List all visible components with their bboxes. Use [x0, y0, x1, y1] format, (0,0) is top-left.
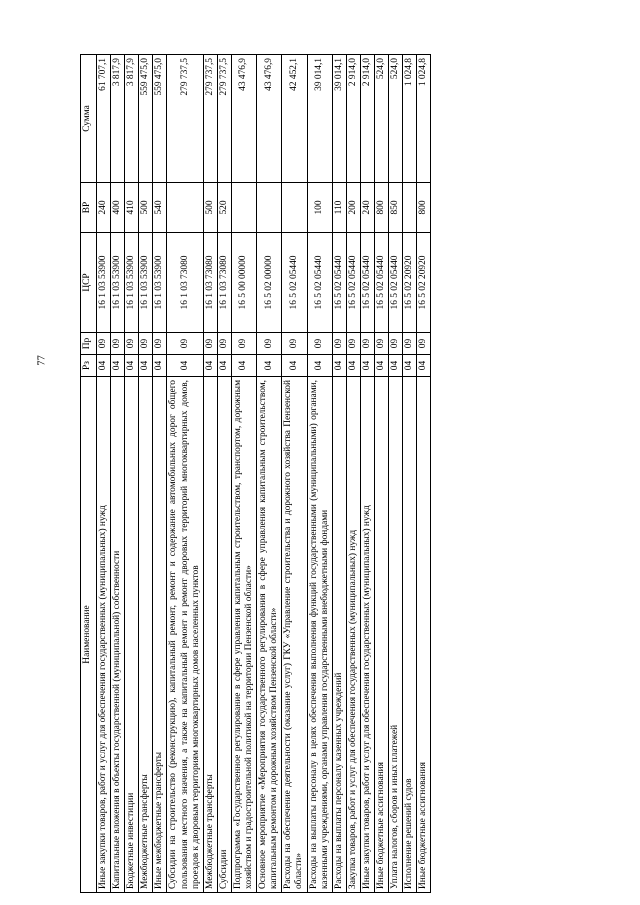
- cell-sum: 39 014,1: [332, 55, 346, 183]
- cell-rz: 04: [346, 355, 360, 377]
- cell-sum: 3 817,9: [111, 55, 125, 183]
- cell-csr: 16 5 02 20920: [417, 233, 431, 333]
- cell-sum: 2 914,0: [346, 55, 360, 183]
- cell-vr: [257, 183, 282, 233]
- cell-csr: 16 5 02 05440: [346, 233, 360, 333]
- cell-vr: 800: [374, 183, 388, 233]
- cell-pr: 09: [332, 333, 346, 355]
- cell-name: Расходы на обеспечение деятельности (оказание услуг) ГКУ «Управление строительства и дорожного хозяйства Пензенской области»: [282, 377, 307, 893]
- cell-vr: 850: [389, 183, 403, 233]
- cell-name: Иные бюджетные ассигнования: [374, 377, 388, 893]
- cell-csr: 16 1 03 73080: [217, 233, 231, 333]
- table-row: [282, 55, 307, 893]
- cell-rz: 04: [139, 355, 153, 377]
- rotated-table-frame: [80, 55, 580, 893]
- cell-csr: 16 1 03 73080: [203, 233, 217, 333]
- cell-pr: 09: [111, 333, 125, 355]
- cell-sum: 279 737,5: [217, 55, 231, 183]
- cell-vr: 410: [125, 183, 139, 233]
- budget-table-container: [80, 55, 580, 893]
- cell-name: Капитальные вложения в объекты государственной (муниципальной) собственности: [111, 377, 125, 893]
- cell-csr: 16 1 03 53900: [125, 233, 139, 333]
- cell-pr: 09: [139, 333, 153, 355]
- cell-sum: 279 737,5: [167, 55, 203, 183]
- cell-rz: 04: [403, 355, 417, 377]
- cell-pr: 09: [403, 333, 417, 355]
- cell-sum: 1 024,8: [403, 55, 417, 183]
- cell-csr: 16 1 03 53900: [153, 233, 167, 333]
- cell-pr: 09: [153, 333, 167, 355]
- table-row: [332, 55, 346, 893]
- cell-rz: 04: [374, 355, 388, 377]
- cell-pr: 09: [125, 333, 139, 355]
- cell-csr: 16 5 00 00000: [231, 233, 256, 333]
- table-row: [139, 55, 153, 893]
- cell-name: Уплата налогов, сборов и иных платежей: [389, 377, 403, 893]
- cell-vr: 500: [203, 183, 217, 233]
- cell-rz: 04: [307, 355, 332, 377]
- cell-vr: 800: [417, 183, 431, 233]
- table-row: [389, 55, 403, 893]
- header-csr: ЦСР: [81, 233, 97, 333]
- cell-vr: 200: [346, 183, 360, 233]
- header-name: Наименование: [81, 377, 97, 893]
- cell-sum: 39 014,1: [307, 55, 332, 183]
- cell-vr: 240: [360, 183, 374, 233]
- cell-name: Закупка товаров, работ и услуг для обеспечения государственных (муниципальных) нужд: [346, 377, 360, 893]
- table-row: [153, 55, 167, 893]
- cell-pr: 09: [203, 333, 217, 355]
- cell-sum: 42 452,1: [282, 55, 307, 183]
- cell-rz: 04: [153, 355, 167, 377]
- table-row: [417, 55, 431, 893]
- cell-sum: 2 914,0: [360, 55, 374, 183]
- cell-sum: 524,0: [389, 55, 403, 183]
- cell-name: Основное мероприятие «Мероприятия государственного регулирования в сфере управления капитальным строительством, капитальным ремонтом и дорожным хозяйством Пензенской области»: [257, 377, 282, 893]
- header-vr: ВР: [81, 183, 97, 233]
- budget-table: [80, 54, 431, 893]
- cell-sum: 1 024,8: [417, 55, 431, 183]
- cell-rz: 04: [417, 355, 431, 377]
- cell-sum: 3 817,9: [125, 55, 139, 183]
- cell-name: Иные закупки товаров, работ и услуг для обеспечения государственных (муниципальных) нужд: [97, 377, 111, 893]
- cell-pr: 09: [374, 333, 388, 355]
- cell-vr: 540: [153, 183, 167, 233]
- cell-name: Исполнение решений судов: [403, 377, 417, 893]
- cell-pr: 09: [346, 333, 360, 355]
- cell-sum: 559 475,0: [153, 55, 167, 183]
- cell-pr: 09: [167, 333, 203, 355]
- header-pr: Пр: [81, 333, 97, 355]
- cell-pr: 09: [282, 333, 307, 355]
- cell-pr: 09: [360, 333, 374, 355]
- cell-rz: 04: [217, 355, 231, 377]
- table-body: [97, 55, 431, 893]
- table-row: [360, 55, 374, 893]
- cell-name: Расходы на выплаты персоналу в целях обеспечения выполнения функций государственными (муниципальными) органами, казенными учреждениями, органами управления государственными внебюджетными фондами: [307, 377, 332, 893]
- cell-vr: 240: [97, 183, 111, 233]
- cell-pr: 09: [307, 333, 332, 355]
- table-row: [97, 55, 111, 893]
- cell-rz: 04: [97, 355, 111, 377]
- cell-rz: 04: [257, 355, 282, 377]
- cell-rz: 04: [332, 355, 346, 377]
- table-row: [346, 55, 360, 893]
- table-row: [257, 55, 282, 893]
- cell-name: Межбюджетные трансферты: [139, 377, 153, 893]
- table-row: [111, 55, 125, 893]
- cell-sum: 43 476,9: [231, 55, 256, 183]
- cell-name: Подпрограмма «Государственное регулирование в сфере управления капитальным строительством, транспортом, дорожным хозяйством и градостроительной политикой на территории Пензенской области»: [231, 377, 256, 893]
- cell-rz: 04: [360, 355, 374, 377]
- cell-pr: 09: [217, 333, 231, 355]
- cell-csr: 16 5 02 05440: [389, 233, 403, 333]
- cell-vr: 500: [139, 183, 153, 233]
- cell-rz: 04: [111, 355, 125, 377]
- table-row: [167, 55, 203, 893]
- table-header-row: [81, 55, 97, 893]
- cell-csr: 16 5 02 00000: [257, 233, 282, 333]
- table-row: [217, 55, 231, 893]
- cell-name: Иные бюджетные ассигнования: [417, 377, 431, 893]
- cell-pr: 09: [231, 333, 256, 355]
- cell-sum: 279 737,5: [203, 55, 217, 183]
- cell-csr: 16 5 02 05440: [360, 233, 374, 333]
- cell-rz: 04: [167, 355, 203, 377]
- table-row: [374, 55, 388, 893]
- cell-name: Субсидии: [217, 377, 231, 893]
- cell-csr: 16 1 03 73080: [167, 233, 203, 333]
- table-row: [307, 55, 332, 893]
- table-row: [203, 55, 217, 893]
- table-row: [231, 55, 256, 893]
- cell-vr: 100: [307, 183, 332, 233]
- cell-csr: 16 1 03 53900: [97, 233, 111, 333]
- cell-csr: 16 1 03 53900: [139, 233, 153, 333]
- cell-csr: 16 5 02 05440: [282, 233, 307, 333]
- cell-vr: 400: [111, 183, 125, 233]
- header-rz: Рз: [81, 355, 97, 377]
- cell-vr: [231, 183, 256, 233]
- cell-vr: [282, 183, 307, 233]
- cell-csr: 16 5 02 05440: [374, 233, 388, 333]
- cell-name: Межбюджетные трансферты: [203, 377, 217, 893]
- header-sum: Сумма: [81, 55, 97, 183]
- cell-vr: 520: [217, 183, 231, 233]
- cell-vr: [167, 183, 203, 233]
- table-row: [403, 55, 417, 893]
- cell-vr: 110: [332, 183, 346, 233]
- cell-name: Иные межбюджетные трансферты: [153, 377, 167, 893]
- cell-rz: 04: [282, 355, 307, 377]
- cell-name: Бюджетные инвестиции: [125, 377, 139, 893]
- cell-name: Иные закупки товаров, работ и услуг для обеспечения государственных (муниципальных) нужд: [360, 377, 374, 893]
- cell-name: Расходы на выплаты персоналу казенных учреждений: [332, 377, 346, 893]
- cell-sum: 43 476,9: [257, 55, 282, 183]
- cell-pr: 09: [417, 333, 431, 355]
- cell-name: Субсидии на строительство (реконструкцию), капитальный ремонт, ремонт и содержание автомобильных дорог общего пользования местного значения, а также на капитальный ремонт и ремонт дворовых территорий многоквартирных домов, проездов к дворовым территориям многоквартирных домов населенных пунктов: [167, 377, 203, 893]
- cell-csr: 16 1 03 53900: [111, 233, 125, 333]
- cell-csr: 16 5 02 05440: [332, 233, 346, 333]
- cell-csr: 16 5 02 05440: [307, 233, 332, 333]
- table-row: [125, 55, 139, 893]
- cell-pr: 09: [257, 333, 282, 355]
- cell-rz: 04: [231, 355, 256, 377]
- cell-sum: 559 475,0: [139, 55, 153, 183]
- cell-rz: 04: [203, 355, 217, 377]
- cell-pr: 09: [97, 333, 111, 355]
- cell-sum: 61 707,1: [97, 55, 111, 183]
- page-number: 77: [36, 355, 48, 366]
- cell-rz: 04: [389, 355, 403, 377]
- cell-sum: 524,0: [374, 55, 388, 183]
- cell-vr: [403, 183, 417, 233]
- cell-csr: 16 5 02 20920: [403, 233, 417, 333]
- cell-pr: 09: [389, 333, 403, 355]
- cell-rz: 04: [125, 355, 139, 377]
